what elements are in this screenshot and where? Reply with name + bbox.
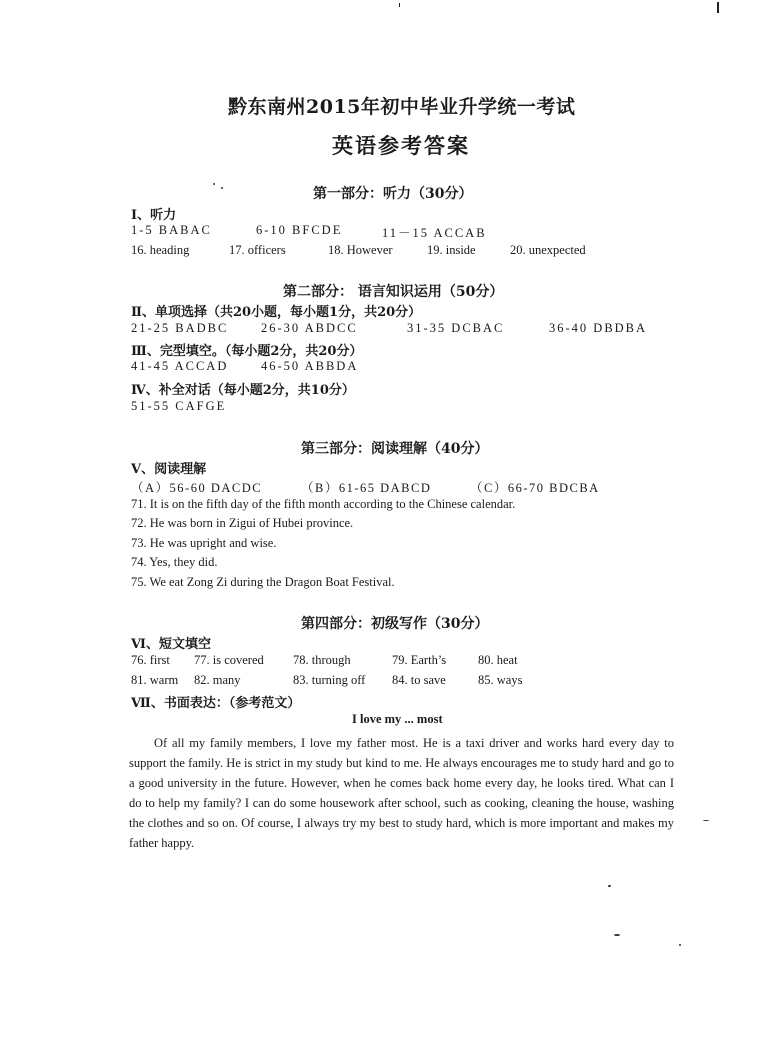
scan-speck <box>213 183 215 185</box>
answer-item: 18. However <box>328 243 393 257</box>
answer-group: 6-10 BFCDE <box>256 223 343 237</box>
answer-line: 74. Yes, they did. <box>131 555 218 569</box>
scan-speck <box>614 934 620 936</box>
part4-heading: 第四部分：初级写作（30分） <box>301 616 489 632</box>
answer-item: 19. inside <box>427 243 476 257</box>
answer-group: 46-50 ABBDA <box>261 359 359 373</box>
part4-section-7: Ⅶ、书面表达：（参考范文） <box>131 696 301 711</box>
scan-speck <box>221 187 223 189</box>
answer-line: 71. It is on the fifth day of the fifth month according to the Chinese calendar. <box>131 497 516 511</box>
answer-group: 1-5 BABAC <box>131 223 212 237</box>
part2-section-4: Ⅳ、补全对话（每小题2分，共10分） <box>131 383 355 398</box>
part1-heading: 第一部分：听力（30分） <box>313 186 473 202</box>
answer-group: 51-55 CAFGE <box>131 399 227 413</box>
part1-section: Ⅰ、听力 <box>131 208 177 223</box>
answer-line: 73. He was upright and wise. <box>131 536 277 550</box>
answer-item: 77. is covered <box>194 653 264 667</box>
answer-item: 20. unexpected <box>510 243 586 257</box>
answer-item: 76. first <box>131 653 170 667</box>
answer-line: 72. He was born in Zigui of Hubei province. <box>131 516 354 530</box>
answer-group: 36-40 DBDBA <box>549 321 648 335</box>
scan-mark <box>399 3 400 7</box>
answer-item: 81. warm <box>131 673 179 687</box>
answer-item: 80. heat <box>478 653 518 667</box>
scan-speck <box>608 885 611 887</box>
answer-item: 83. turning off <box>293 673 366 687</box>
answer-group: 21-25 BADBC <box>131 321 229 335</box>
answer-group: 26-30 ABDCC <box>261 321 358 335</box>
answer-item: 16. heading <box>131 243 190 257</box>
answer-group: （C）66-70 BDCBA <box>470 481 600 495</box>
answer-item: 17. officers <box>229 243 286 257</box>
scan-speck <box>703 820 709 821</box>
part3-section: Ⅴ、阅读理解 <box>131 462 207 477</box>
answer-item: 85. ways <box>478 673 523 687</box>
essay-paragraph: Of all my family members, I love my father most. He is a taxi driver and works hard every day to support the family. He is strict in my study but kind to me. He always encourages me to study hard and go to a good university in the future. However, when he comes back home every day, he looks tired. What can I do to help my family? I can do some housework after school, such as cooking, cleaning the house, washing the clothes and so on. Of course, I always try my best to study hard, which is more important and makes my father happy. <box>129 736 674 850</box>
answer-line: 75. We eat Zong Zi during the Dragon Boat Festival. <box>131 575 395 589</box>
answer-group: 11－15 ACCAB <box>382 226 487 240</box>
answer-group: （A）56-60 DACDC <box>131 481 263 495</box>
page-title: 黔东南州2015年初中毕业升学统一考试 <box>228 96 576 118</box>
answer-group: 31-35 DCBAC <box>407 321 505 335</box>
part2-heading: 第二部分： 语言知识运用（50分） <box>283 284 504 300</box>
scan-speck <box>679 944 681 946</box>
scan-mark <box>717 2 719 13</box>
answer-item: 79. Earth’s <box>392 653 447 667</box>
answer-item: 78. through <box>293 653 351 667</box>
answer-group: 41-45 ACCAD <box>131 359 229 373</box>
answer-item: 84. to save <box>392 673 446 687</box>
part3-heading: 第三部分：阅读理解（40分） <box>301 441 489 457</box>
part2-section-3: Ⅲ、完型填空。（每小题2分，共20分） <box>131 344 363 359</box>
answer-group: （B）61-65 DABCD <box>301 481 432 495</box>
part4-section-6: Ⅵ、短文填空 <box>131 637 211 652</box>
part2-section-2: Ⅱ、单项选择（共20小题，每小题1分，共20分） <box>131 305 422 320</box>
page-subtitle: 英语参考答案 <box>332 133 470 158</box>
essay-title: I love my ... most <box>352 712 443 726</box>
answer-item: 82. many <box>194 673 241 687</box>
